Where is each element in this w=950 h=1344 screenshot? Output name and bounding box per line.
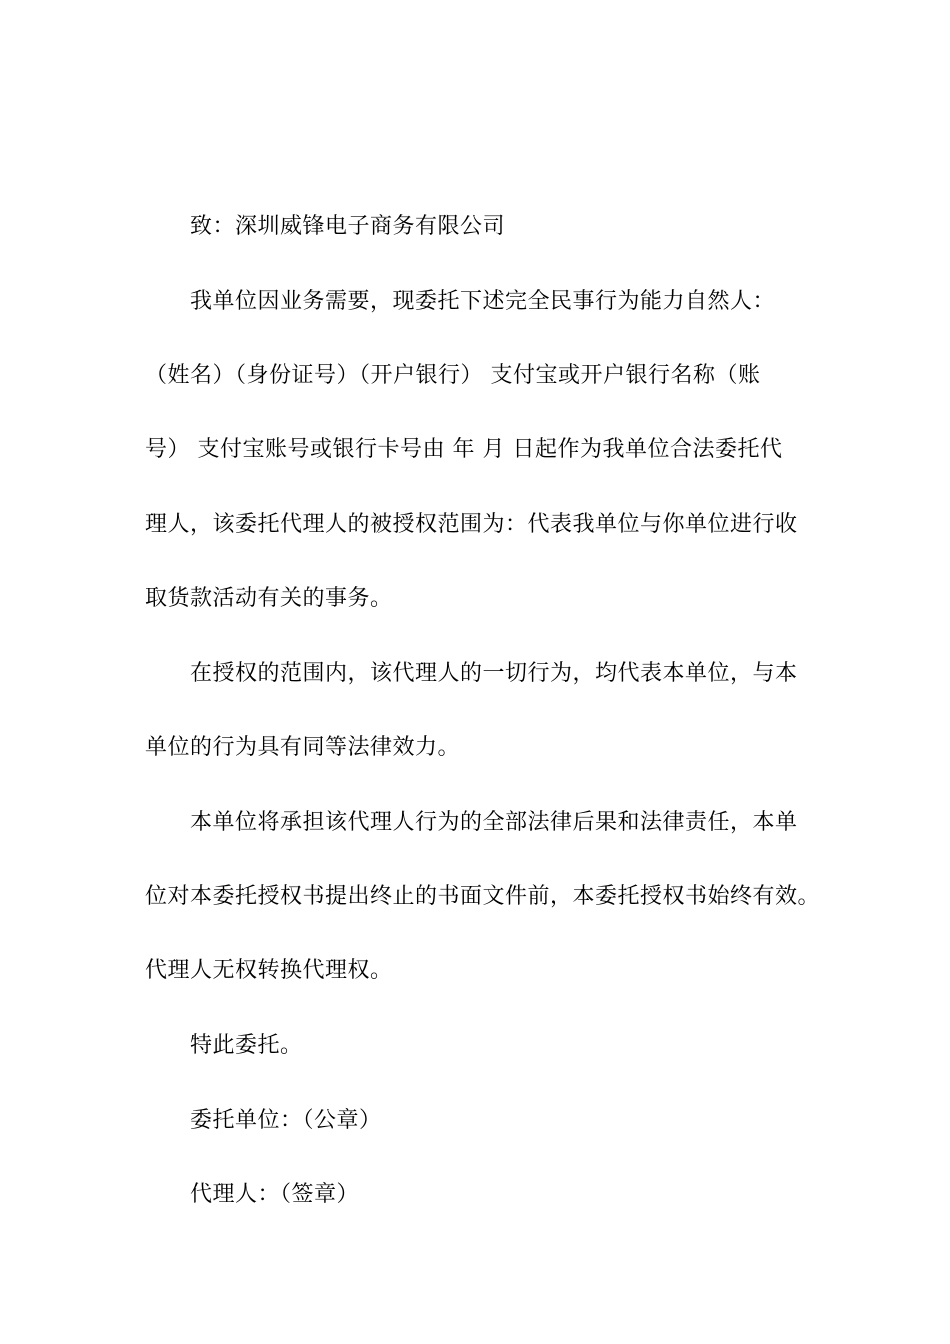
paragraph-line: （姓名）（身份证号）（开户银行） 支付宝或开户银行名称（账 (145, 363, 761, 388)
agent-signature-line: 代理人：（签章） (190, 1182, 360, 1207)
paragraph-line: 单位的行为具有同等法律效力。 (145, 735, 461, 760)
principal-signature-line: 委托单位：（公章） (190, 1108, 382, 1133)
paragraph-line: 号） 支付宝账号或银行卡号由 年 月 日起作为我单位合法委托代 (145, 437, 783, 462)
salutation: 致：深圳威锋电子商务有限公司 (190, 214, 506, 239)
paragraph-line: 位对本委托授权书提出终止的书面文件前，本委托授权书始终有效。 (145, 884, 821, 909)
paragraph-line: 代理人无权转换代理权。 (145, 958, 393, 983)
paragraph-line: 理人，该委托代理人的被授权范围为：代表我单位与你单位进行收 (145, 512, 798, 537)
paragraph-line: 本单位将承担该代理人行为的全部法律后果和法律责任，本单 (190, 810, 798, 835)
paragraph-line: 我单位因业务需要，现委托下述完全民事行为能力自然人： (190, 289, 776, 314)
closing-line: 特此委托。 (190, 1033, 303, 1058)
paragraph-line: 在授权的范围内，该代理人的一切行为，均代表本单位，与本 (190, 661, 798, 686)
paragraph-line: 取货款活动有关的事务。 (145, 586, 393, 611)
